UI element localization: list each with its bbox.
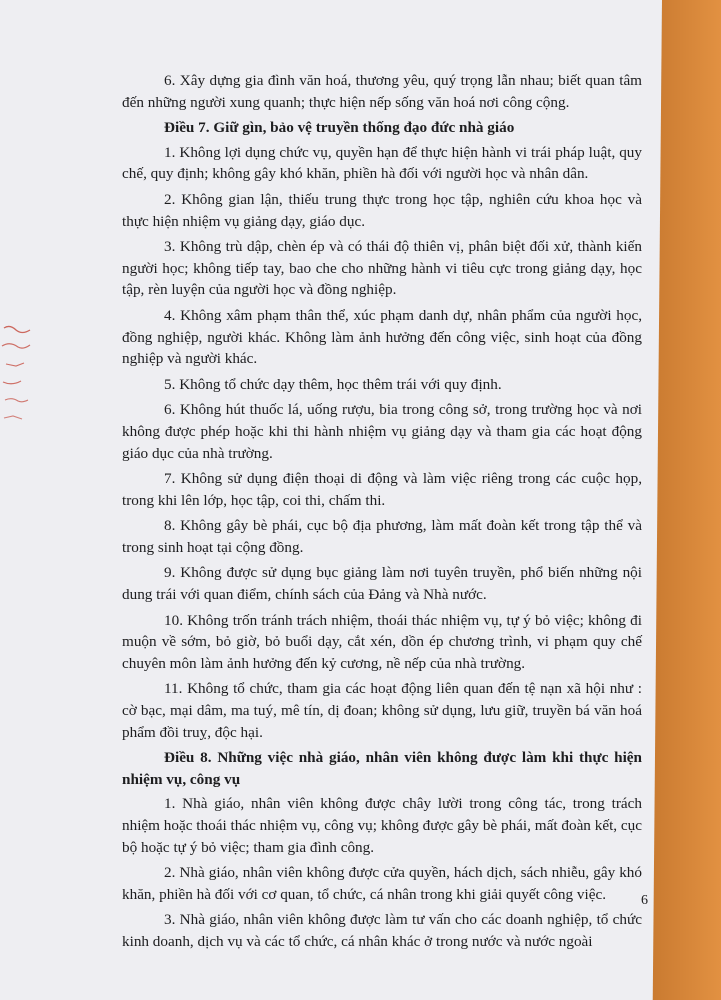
paragraph: 1. Không lợi dụng chức vụ, quyền hạn để thực hiện hành vi trái pháp luật, quy chế, quy định; không gây khó khăn, phiền hà đối với người học và nhân dân.	[122, 143, 642, 183]
paragraph: 2. Không gian lận, thiếu trung thực trong học tập, nghiên cứu khoa học và thực hiện nhiệm vụ giảng dạy, giáo dục.	[122, 190, 642, 230]
paragraph: 1. Nhà giáo, nhân viên không được chây lười trong công tác, trong trách nhiệm hoặc thoái thác nhiệm vụ, công vụ; không được gây bè phái, mất đoàn kết, cục bộ hoặc tự ý bỏ việc; tham gia đình công.	[122, 795, 642, 856]
paragraph: 2. Nhà giáo, nhân viên không được cửa quyền, hách dịch, sách nhiễu, gây khó khăn, phiền hà đối với cơ quan, tổ chức, cá nhân trong khi giải quyết công việc.	[122, 864, 642, 903]
paragraph: 9. Không được sử dụng bục giảng làm nơi tuyên truyền, phổ biến những nội dung trái với quan điểm, chính sách của Đảng và Nhà nước.	[122, 564, 642, 604]
paragraph: 11. Không tổ chức, tham gia các hoạt động liên quan đến tệ nạn xã hội như : cờ bạc, mại dâm, ma tuý, mê tín, dị đoan; không sử dụng, lưu giữ, truyền bá văn hoá phẩm đồi truỵ, độc hại.	[122, 680, 642, 741]
paragraph: 5. Không tổ chức dạy thêm, học thêm trái với quy định.	[164, 375, 502, 393]
page-number: 6	[641, 893, 648, 908]
paragraph: 4. Không xâm phạm thân thể, xúc phạm danh dự, nhân phẩm của người học, đồng nghiệp, người khác. Không làm ảnh hưởng đến công việc, sinh hoạt của đồng nghiệp và người khác.	[122, 306, 642, 368]
paragraph: 3. Không trù dập, chèn ép và có thái độ thiên vị, phân biệt đối xử, thành kiến người học; không tiếp tay, bao che cho những hành vi tiêu cực trong giảng dạy, học tập, rèn luyện của người học và đồng nghiệp.	[122, 238, 642, 299]
paragraph: 3. Nhà giáo, nhân viên không được làm tư vấn cho các doanh nghiệp, tổ chức kinh doanh, dịch vụ và các tổ chức, cá nhân khác ở trong nước và nước ngoài	[122, 911, 642, 950]
paragraph: 10. Không trốn tránh trách nhiệm, thoái thác nhiệm vụ, tự ý bỏ việc; không đi muộn về sớm, bỏ giờ, bỏ buổi dạy, cắt xén, dồn ép chương trình, vi phạm quy chế chuyên môn làm ảnh hưởng đến kỷ cương, nề nếp của nhà trường.	[122, 611, 642, 672]
document-body	[122, 70, 642, 957]
paragraph: 8. Không gây bè phái, cục bộ địa phương, làm mất đoàn kết trong tập thể và trong sinh hoạt tại cộng đồng.	[122, 517, 642, 556]
paragraph: 6. Không hút thuốc lá, uống rượu, bia trong công sở, trong trường học và nơi không được phép hoặc khi thi hành nhiệm vụ giảng dạy và tham gia các hoạt động giáo dục của nhà trường.	[122, 401, 642, 462]
paragraph: 6. Xây dựng gia đình văn hoá, thương yêu, quý trọng lẫn nhau; biết quan tâm đến những người xung quanh; thực hiện nếp sống văn hoá nơi công cộng.	[122, 72, 642, 111]
paragraph: 7. Không sử dụng điện thoại di động và làm việc riêng trong các cuộc họp, trong khi lên lớp, học tập, coi thi, chấm thi.	[122, 470, 642, 509]
handwritten-margin-marks	[0, 320, 34, 430]
desk-background	[651, 0, 721, 1000]
article-heading: Điều 8. Những việc nhà giáo, nhân viên không được làm khi thực hiện nhiệm vụ, công vụ	[122, 749, 642, 788]
article-heading: Điều 7. Giữ gìn, bảo vệ truyền thống đạo đức nhà giáo	[164, 119, 515, 137]
